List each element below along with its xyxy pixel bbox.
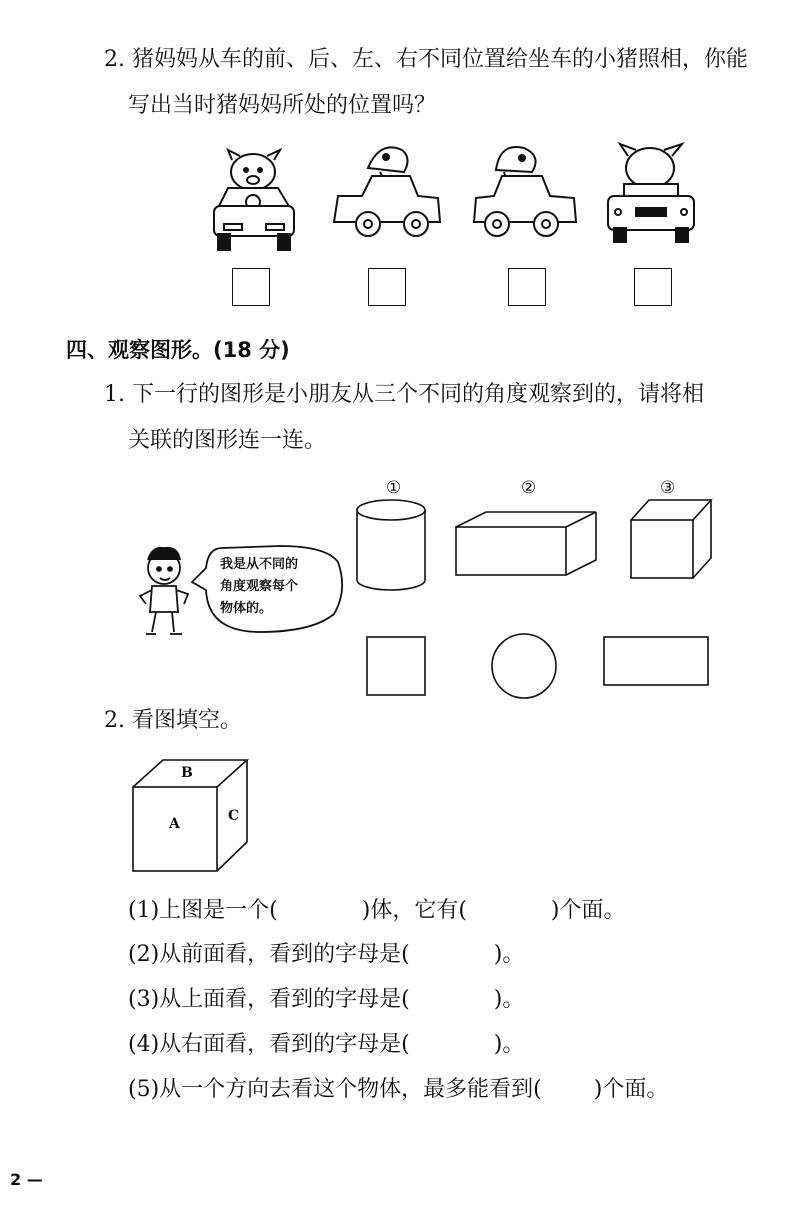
fill-item-3-a: (3)从上面看，看到的字母是( — [128, 987, 410, 1012]
speech-line-1: 我是从不同的 — [220, 557, 299, 572]
label-1: ① — [386, 478, 402, 498]
fill-item-4 — [128, 1032, 524, 1058]
label-2: ② — [521, 478, 537, 498]
fill-item-2-a: (2)从前面看，看到的字母是( — [128, 942, 410, 967]
s4-q2-title: 2. 看图填空。 — [104, 708, 242, 733]
fill-item-1-b: )体，它有( — [361, 898, 467, 923]
s4-q1-line2: 关联的图形连一连。 — [128, 428, 327, 453]
speech-line-3: 物体的。 — [220, 601, 273, 616]
cube-letter-top: B — [181, 765, 193, 781]
cube-letter-right: C — [228, 808, 240, 824]
s4-q1-line1: 1. 下一行的图形是小朋友从三个不同的角度观察到的，请将相 — [104, 382, 704, 407]
fill-item-4-a: (4)从右面看，看到的字母是( — [128, 1032, 410, 1057]
section-4-title: 四、观察图形。(18 分) — [66, 338, 290, 362]
q2-pig-line2: 写出当时猪妈妈所处的位置吗？ — [128, 93, 437, 118]
fill-item-5-b: )个面。 — [593, 1077, 669, 1102]
fill-item-1 — [128, 898, 626, 924]
fill-item-2 — [128, 942, 524, 968]
fill-item-3 — [128, 987, 524, 1013]
fill-item-3-b: )。 — [493, 987, 525, 1012]
cube-letter-front: A — [169, 816, 180, 832]
fill-item-1-c: )个面。 — [550, 898, 626, 923]
fill-item-5-a: (5)从一个方向去看这个物体，最多能看到( — [128, 1077, 542, 1102]
label-3: ③ — [660, 478, 676, 498]
fill-item-1-a: (1)上图是一个( — [128, 898, 278, 923]
speech-line-2: 角度观察每个 — [220, 579, 299, 594]
fill-item-4-b: )。 — [493, 1032, 525, 1057]
q2-pig-line1: 2. 猪妈妈从车的前、后、左、右不同位置给坐车的小猪照相，你能 — [104, 47, 748, 72]
fill-item-5 — [128, 1077, 668, 1103]
page-number: 2 — — [10, 1170, 43, 1189]
fill-item-2-b: )。 — [493, 942, 525, 967]
